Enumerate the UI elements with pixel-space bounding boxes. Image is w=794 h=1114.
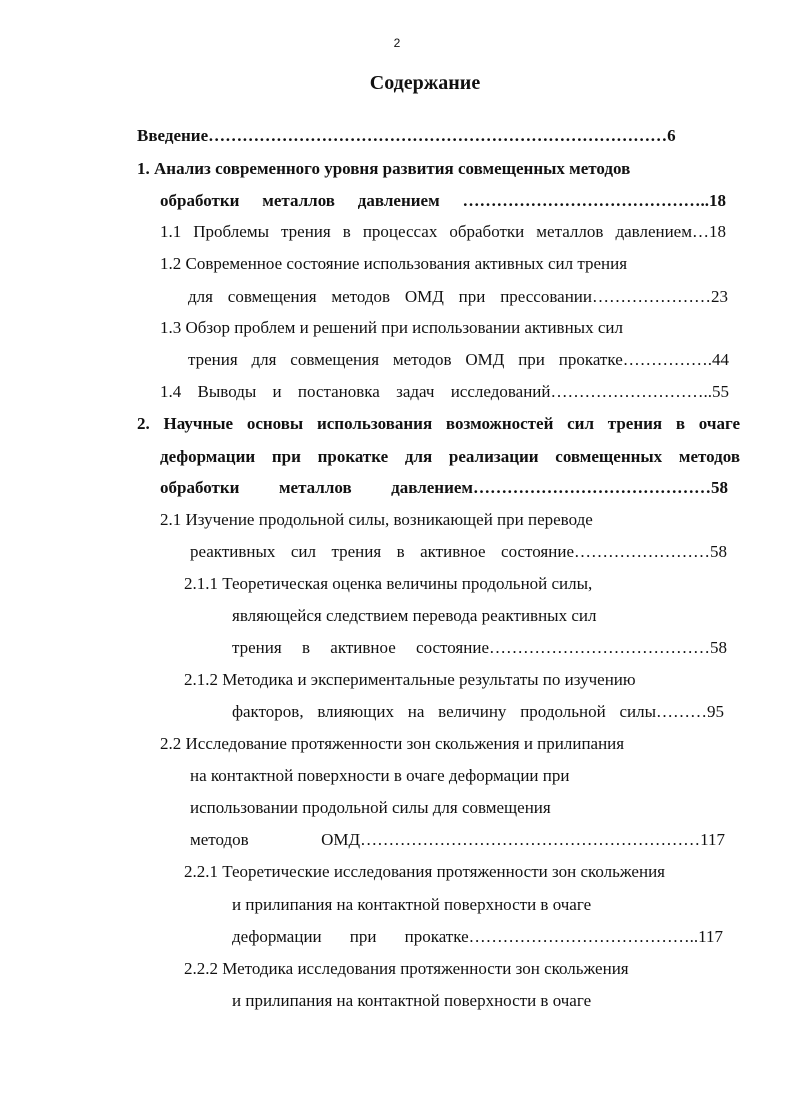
- toc-entry-section-2-line-2: деформации при прокатке для реализации совмещенных методов: [160, 447, 740, 466]
- toc-entry-2-2-line-2: на контактной поверхности в очаге деформации при: [190, 766, 570, 785]
- page-title: Содержание: [369, 72, 481, 94]
- page-number: 2: [393, 36, 401, 50]
- toc-entry-2-1-1-line-2: являющейся следствием перевода реактивных сил: [232, 606, 597, 625]
- toc-entry-2-2-1-line-2: и прилипания на контактной поверхности в очаге: [232, 895, 592, 914]
- toc-entry-1-2-line-1: 1.2 Современное состояние использования активных сил трения: [160, 254, 628, 273]
- toc-entry-1-1: 1.1 Проблемы трения в процессах обработки металлов давлением…18: [160, 222, 726, 241]
- toc-entry-1-2-line-2: для совмещения методов ОМД при прессовании…………………23: [188, 287, 728, 306]
- toc-entry-2-2-1-line-1: 2.2.1 Теоретические исследования протяженности зон скольжения: [184, 862, 665, 881]
- toc-entry-intro: Введение………………………………………………………………………6: [137, 126, 676, 145]
- toc-entry-section-1-line-2: обработки металлов давлением ……………………………………..18: [160, 191, 726, 210]
- toc-entry-section-1-line-1: 1. Анализ современного уровня развития совмещенных методов: [137, 159, 631, 178]
- toc-entry-2-1-1-line-3: трения в активное состояние…………………………………58: [232, 638, 727, 657]
- toc-entry-section-2-line-1: 2. Научные основы использования возможностей сил трения в очаге: [137, 414, 740, 433]
- toc-entry-2-2-line-1: 2.2 Исследование протяженности зон скольжения и прилипания: [160, 734, 625, 753]
- toc-entry-section-2-line-3: обработки металлов давлением……………………………………58: [160, 478, 728, 497]
- toc-entry-2-1-line-1: 2.1 Изучение продольной силы, возникающей при переводе: [160, 510, 593, 529]
- toc-entry-2-1-1-line-1: 2.1.1 Теоретическая оценка величины продольной силы,: [184, 574, 593, 593]
- toc-entry-2-1-line-2: реактивных сил трения в активное состояние……………………58: [190, 542, 727, 561]
- toc-entry-1-3-line-2: трения для совмещения методов ОМД при прокатке…………….44: [188, 350, 729, 369]
- toc-entry-2-2-2-line-1: 2.2.2 Методика исследования протяженности зон скольжения: [184, 959, 629, 978]
- toc-entry-2-2-line-3: использовании продольной силы для совмещения: [190, 798, 551, 817]
- toc-entry-2-2-2-line-2: и прилипания на контактной поверхности в очаге: [232, 991, 592, 1010]
- toc-entry-2-2-line-4: методов ОМД……………………………………………………117: [190, 830, 725, 849]
- toc-entry-2-1-2-line-1: 2.1.2 Методика и экспериментальные результаты по изучению: [184, 670, 636, 689]
- toc-entry-2-1-2-line-2: факторов, влияющих на величину продольной силы………95: [232, 702, 724, 721]
- toc-entry-2-2-1-line-3: деформации при прокатке…………………………………..117: [232, 927, 723, 946]
- toc-entry-1-4: 1.4 Выводы и постановка задач исследований………………………..55: [160, 382, 729, 401]
- toc-entry-1-3-line-1: 1.3 Обзор проблем и решений при использовании активных сил: [160, 318, 623, 337]
